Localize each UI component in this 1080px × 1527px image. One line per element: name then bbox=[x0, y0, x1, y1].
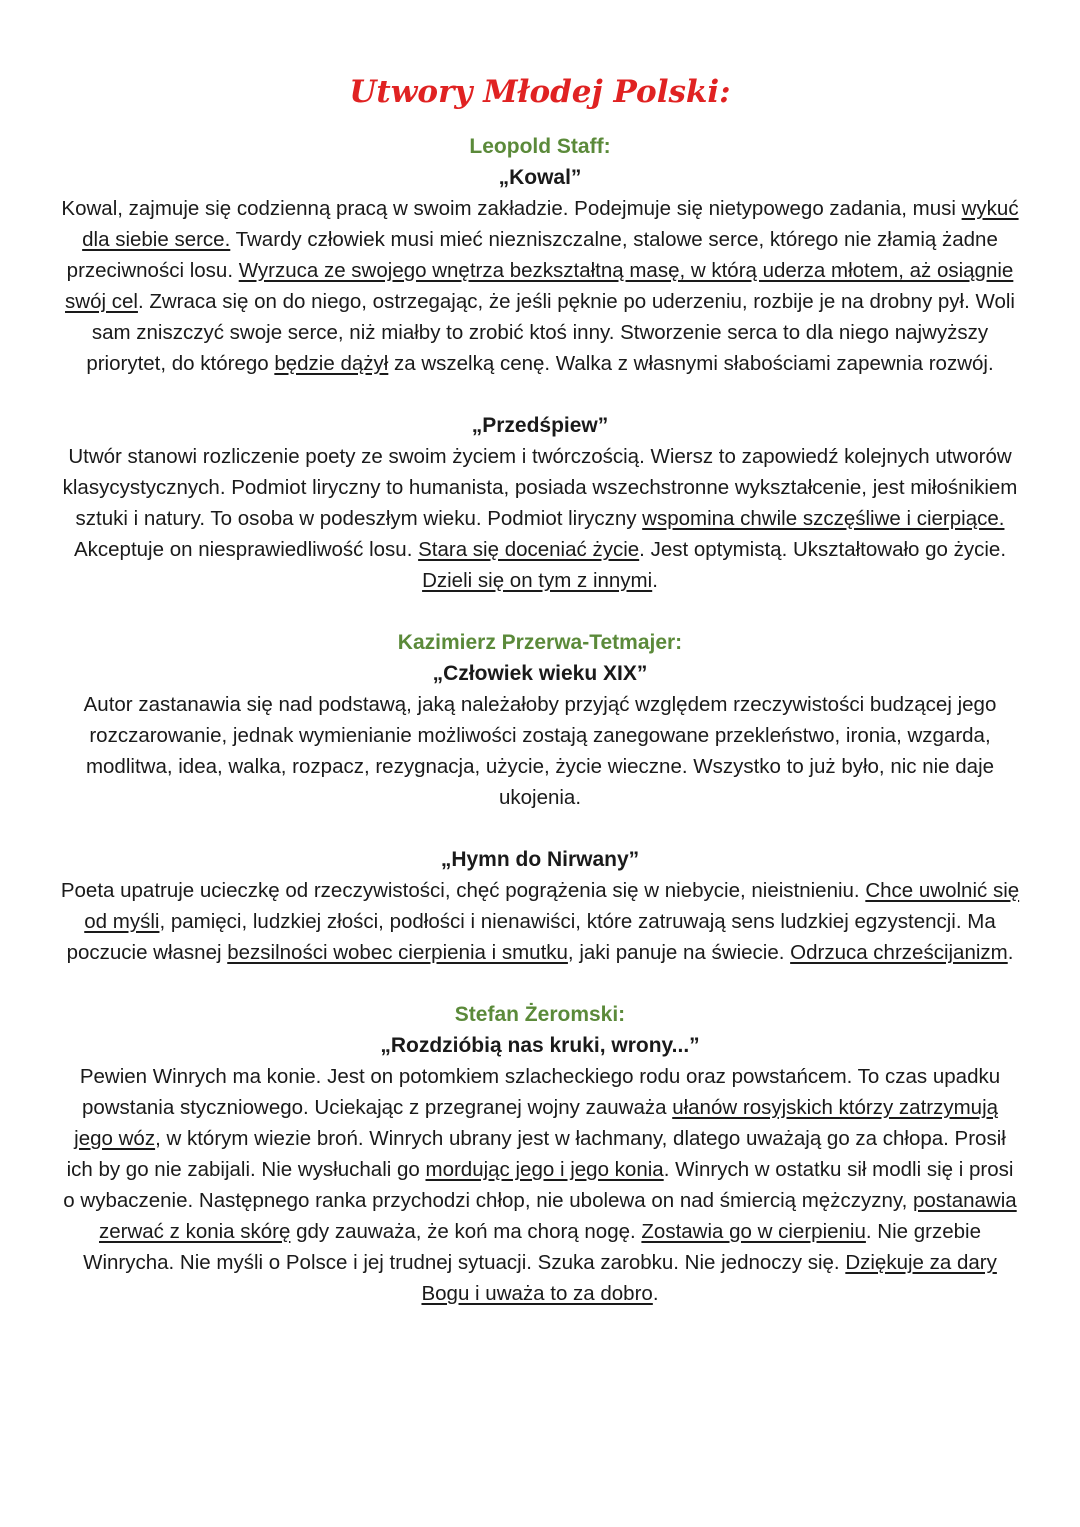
work-title: „Przedśpiew” bbox=[471, 414, 609, 437]
page-title: Utwory Młodej Polski: bbox=[349, 74, 731, 110]
underlined-phrase: ułanów rosyjskich którzy zatrzymują jego wóz bbox=[74, 1096, 999, 1150]
work-title: „Hymn do Nirwany” bbox=[440, 848, 640, 871]
work-summary: Autor zastanawia się nad podstawą, jaką należałoby przyjąć względem rzeczywistości budzącej jego rozczarowanie, jednak wymienianie możliwości zostają zanegowane przekleństwo, ironia, wzgarda, modlitwa, idea, walka, rozpacz, rezygnacja, użycie, życie wieczne. Wszystko to już było, nic nie daje ukojenia. bbox=[83, 693, 997, 809]
work-title: „Kowal” bbox=[498, 166, 582, 189]
underlined-phrase: postanawia zerwać z konia skórę bbox=[99, 1189, 1017, 1243]
underlined-phrase: mordując jego i jego konia bbox=[425, 1158, 664, 1181]
author-heading: Stefan Żeromski: bbox=[454, 1003, 626, 1026]
author-heading: Kazimierz Przerwa-Tetmajer: bbox=[397, 631, 683, 654]
work-summary: Utwór stanowi rozliczenie poety ze swoim życiem i twórczością. Wiersz to zapowiedź kolejnych utworów klasycystycznych. Podmiot liryczny to humanista, posiada wszechstronne wykształcenie, jest miłośnikiem sztuki i natury. To osoba w podeszłym wieku. Podmiot liryczny wspomina chwile szczęśliwe i cierpiące. Akceptuje on niesprawiedliwość losu. Stara się doceniać życie. Jest optymistą. Ukształtowało go życie. Dzieli się on tym z innymi. bbox=[62, 445, 1018, 592]
underlined-phrase: bezsilności wobec cierpienia i smutku bbox=[227, 941, 568, 964]
underlined-phrase: Odrzuca chrześcijanizm bbox=[790, 941, 1008, 964]
underlined-phrase: wykuć dla siebie serce. bbox=[82, 197, 1019, 251]
underlined-phrase: będzie dążył bbox=[274, 352, 389, 375]
underlined-phrase: Dzieli się on tym z innymi bbox=[422, 569, 653, 592]
underlined-phrase: Chce uwolnić się od myśli bbox=[84, 879, 1020, 933]
work-summary: Poeta upatruje ucieczkę od rzeczywistości, chęć pogrążenia się w niebycie, nieistnieniu. Chce uwolnić się od myśli, pamięci, ludzkiej złości, podłości i nienawiści, które zatruwają sens ludzkiej egzystencji. Ma poczucie własnej bezsilności wobec cierpienia i smutku, jaki panuje na świecie. Odrzuca chrześcijanizm. bbox=[60, 879, 1020, 964]
underlined-phrase: Stara się doceniać życie bbox=[418, 538, 640, 561]
underlined-phrase: wspomina chwile szczęśliwe i cierpiące. bbox=[642, 507, 1005, 530]
work-summary: Kowal, zajmuje się codzienną pracą w swoim zakładzie. Podejmuje się nietypowego zadania, musi wykuć dla siebie serce. Twardy człowiek musi mieć niezniszczalne, stalowe serce, którego nie złamią żadne przeciwności losu. Wyrzuca ze swojego wnętrza bezkształtną masę, w którą uderza młotem, aż osiągnie swój cel. Zwraca się on do niego, ostrzegając, że jeśli pęknie po uderzeniu, rozbije je na drobny pył. Woli sam zniszczyć swoje serce, niż miałby to zrobić ktoś inny. Stworzenie serca to dla niego najwyższy priorytet, do którego będzie dążył za wszelką cenę. Walka z własnymi słabościami zapewnia rozwój. bbox=[61, 197, 1019, 375]
author-heading: Leopold Staff: bbox=[469, 135, 611, 158]
work-title: „Człowiek wieku XIX” bbox=[432, 662, 648, 685]
work-summary: Pewien Winrych ma konie. Jest on potomkiem szlacheckiego rodu oraz powstańcem. To czas upadku powstania styczniowego. Uciekając z przegranej wojny zauważa ułanów rosyjskich którzy zatrzymują jego wóz, w którym wiezie broń. Winrych ubrany jest w łachmany, dlatego uważają go za chłopa. Prosił ich by go nie zabijali. Nie wysłuchali go mordując jego i jego konia. Winrych w ostatku sił modli się i prosi o wybaczenie. Następnego ranka przychodzi chłop, nie ubolewa on nad śmiercią mężczyzny, postanawia zerwać z konia skórę gdy zauważa, że koń ma chorą nogę. Zostawia go w cierpieniu. Nie grzebie Winrycha. Nie myśli o Polsce i jej trudnej sytuacji. Szuka zarobku. Nie jednoczy się. Dziękuje za dary Bogu i uważa to za dobro. bbox=[63, 1065, 1017, 1305]
document-page bbox=[60, 62, 1020, 1309]
underlined-phrase: Wyrzuca ze swojego wnętrza bezkształtną masę, w którą uderza młotem, aż osiągnie swój cel bbox=[65, 259, 1014, 313]
work-title: „Rozdzióbią nas kruki, wrony...” bbox=[380, 1034, 700, 1057]
underlined-phrase: Dziękuje za dary Bogu i uważa to za dobro bbox=[421, 1251, 997, 1305]
underlined-phrase: Zostawia go w cierpieniu bbox=[641, 1220, 866, 1243]
